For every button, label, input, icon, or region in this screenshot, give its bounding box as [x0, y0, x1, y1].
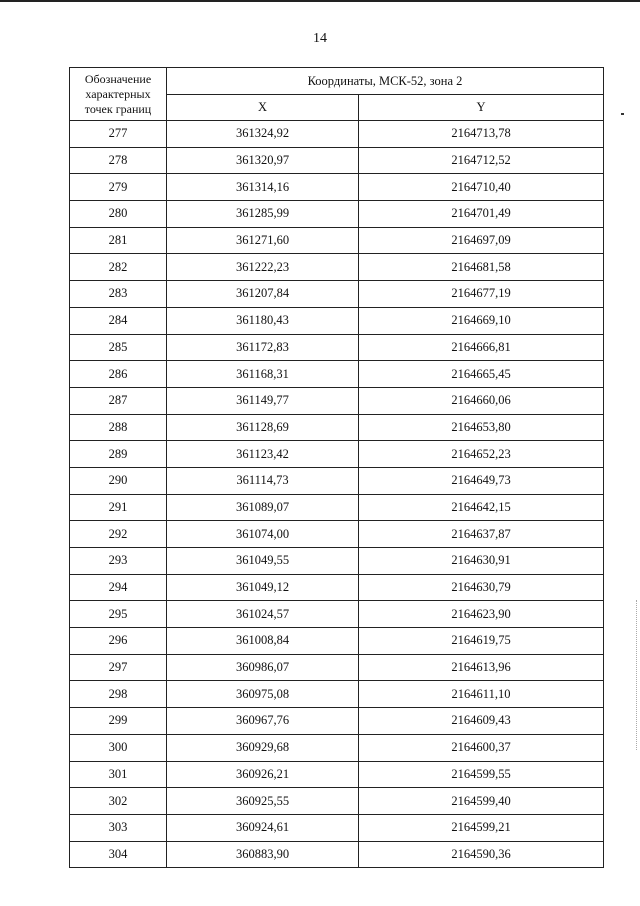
y-coordinate-cell: 2164665,45	[359, 361, 604, 388]
table-row	[70, 387, 604, 414]
point-number-cell: 300	[70, 734, 167, 761]
point-number-cell: 302	[70, 788, 167, 815]
table-row	[70, 788, 604, 815]
header-y: Y	[359, 95, 604, 121]
table-body	[70, 121, 604, 868]
point-number-cell: 296	[70, 628, 167, 655]
y-coordinate-cell: 2164637,87	[359, 521, 604, 548]
point-number-cell: 283	[70, 281, 167, 308]
table-row	[70, 734, 604, 761]
y-coordinate-cell: 2164649,73	[359, 467, 604, 494]
point-number-cell: 301	[70, 761, 167, 788]
x-coordinate-cell: 361049,55	[167, 548, 359, 575]
table-row	[70, 254, 604, 281]
x-coordinate-cell: 361314,16	[167, 174, 359, 201]
y-coordinate-cell: 2164712,52	[359, 147, 604, 174]
x-coordinate-cell: 360883,90	[167, 841, 359, 868]
point-number-cell: 277	[70, 121, 167, 148]
point-number-cell: 281	[70, 227, 167, 254]
table-row	[70, 628, 604, 655]
y-coordinate-cell: 2164710,40	[359, 174, 604, 201]
y-coordinate-cell: 2164611,10	[359, 681, 604, 708]
y-coordinate-cell: 2164653,80	[359, 414, 604, 441]
x-coordinate-cell: 360925,55	[167, 788, 359, 815]
table-row	[70, 227, 604, 254]
point-number-cell: 288	[70, 414, 167, 441]
point-number-cell: 289	[70, 441, 167, 468]
x-coordinate-cell: 361149,77	[167, 387, 359, 414]
point-number-cell: 284	[70, 307, 167, 334]
point-number-cell: 285	[70, 334, 167, 361]
point-number-cell: 278	[70, 147, 167, 174]
y-coordinate-cell: 2164630,91	[359, 548, 604, 575]
x-coordinate-cell: 360929,68	[167, 734, 359, 761]
table-row	[70, 521, 604, 548]
point-number-cell: 279	[70, 174, 167, 201]
x-coordinate-cell: 361271,60	[167, 227, 359, 254]
margin-mark	[621, 113, 624, 115]
scan-edge-specks	[636, 600, 639, 750]
table-row	[70, 414, 604, 441]
table-row	[70, 574, 604, 601]
y-coordinate-cell: 2164619,75	[359, 628, 604, 655]
y-coordinate-cell: 2164697,09	[359, 227, 604, 254]
y-coordinate-cell: 2164599,40	[359, 788, 604, 815]
table-row	[70, 601, 604, 628]
x-coordinate-cell: 360924,61	[167, 814, 359, 841]
x-coordinate-cell: 361128,69	[167, 414, 359, 441]
y-coordinate-cell: 2164669,10	[359, 307, 604, 334]
y-coordinate-cell: 2164590,36	[359, 841, 604, 868]
table-row	[70, 334, 604, 361]
x-coordinate-cell: 360967,76	[167, 708, 359, 735]
table-row	[70, 708, 604, 735]
page-number: 14	[313, 31, 327, 46]
x-coordinate-cell: 360975,08	[167, 681, 359, 708]
header-coordinates: Координаты, МСК-52, зона 2	[167, 68, 604, 95]
table-row	[70, 548, 604, 575]
x-coordinate-cell: 361207,84	[167, 281, 359, 308]
y-coordinate-cell: 2164600,37	[359, 734, 604, 761]
table-row	[70, 654, 604, 681]
table-row	[70, 681, 604, 708]
x-coordinate-cell: 361320,97	[167, 147, 359, 174]
table-row	[70, 841, 604, 868]
table-row	[70, 761, 604, 788]
y-coordinate-cell: 2164599,21	[359, 814, 604, 841]
y-coordinate-cell: 2164713,78	[359, 121, 604, 148]
table-row	[70, 467, 604, 494]
x-coordinate-cell: 361074,00	[167, 521, 359, 548]
table-row	[70, 201, 604, 228]
x-coordinate-cell: 361123,42	[167, 441, 359, 468]
x-coordinate-cell: 361114,73	[167, 467, 359, 494]
x-coordinate-cell: 361324,92	[167, 121, 359, 148]
x-coordinate-cell: 361049,12	[167, 574, 359, 601]
y-coordinate-cell: 2164630,79	[359, 574, 604, 601]
point-number-cell: 292	[70, 521, 167, 548]
point-number-cell: 280	[70, 201, 167, 228]
point-number-cell: 291	[70, 494, 167, 521]
y-coordinate-cell: 2164660,06	[359, 387, 604, 414]
y-coordinate-cell: 2164642,15	[359, 494, 604, 521]
table-row	[70, 441, 604, 468]
top-edge-rule	[0, 0, 640, 2]
y-coordinate-cell: 2164681,58	[359, 254, 604, 281]
point-number-cell: 293	[70, 548, 167, 575]
x-coordinate-cell: 361285,99	[167, 201, 359, 228]
y-coordinate-cell: 2164652,23	[359, 441, 604, 468]
point-number-cell: 294	[70, 574, 167, 601]
header-x: X	[167, 95, 359, 121]
y-coordinate-cell: 2164666,81	[359, 334, 604, 361]
y-coordinate-cell: 2164613,96	[359, 654, 604, 681]
point-number-cell: 290	[70, 467, 167, 494]
y-coordinate-cell: 2164609,43	[359, 708, 604, 735]
table-row	[70, 814, 604, 841]
table-row	[70, 361, 604, 388]
y-coordinate-cell: 2164701,49	[359, 201, 604, 228]
point-number-cell: 303	[70, 814, 167, 841]
table-row	[70, 147, 604, 174]
table-row	[70, 174, 604, 201]
x-coordinate-cell: 361168,31	[167, 361, 359, 388]
x-coordinate-cell: 361089,07	[167, 494, 359, 521]
table-row	[70, 281, 604, 308]
table-header	[70, 68, 604, 121]
point-number-cell: 282	[70, 254, 167, 281]
x-coordinate-cell: 361008,84	[167, 628, 359, 655]
y-coordinate-cell: 2164599,55	[359, 761, 604, 788]
x-coordinate-cell: 361024,57	[167, 601, 359, 628]
coordinates-table	[69, 67, 604, 868]
table-row	[70, 121, 604, 148]
table-row	[70, 307, 604, 334]
x-coordinate-cell: 361172,83	[167, 334, 359, 361]
x-coordinate-cell: 360926,21	[167, 761, 359, 788]
point-number-cell: 299	[70, 708, 167, 735]
point-number-cell: 295	[70, 601, 167, 628]
table-row	[70, 494, 604, 521]
x-coordinate-cell: 361222,23	[167, 254, 359, 281]
point-number-cell: 304	[70, 841, 167, 868]
point-number-cell: 298	[70, 681, 167, 708]
header-point-designation: Обозначение характерных точек границ	[70, 68, 167, 121]
x-coordinate-cell: 360986,07	[167, 654, 359, 681]
y-coordinate-cell: 2164623,90	[359, 601, 604, 628]
point-number-cell: 286	[70, 361, 167, 388]
point-number-cell: 297	[70, 654, 167, 681]
point-number-cell: 287	[70, 387, 167, 414]
x-coordinate-cell: 361180,43	[167, 307, 359, 334]
y-coordinate-cell: 2164677,19	[359, 281, 604, 308]
